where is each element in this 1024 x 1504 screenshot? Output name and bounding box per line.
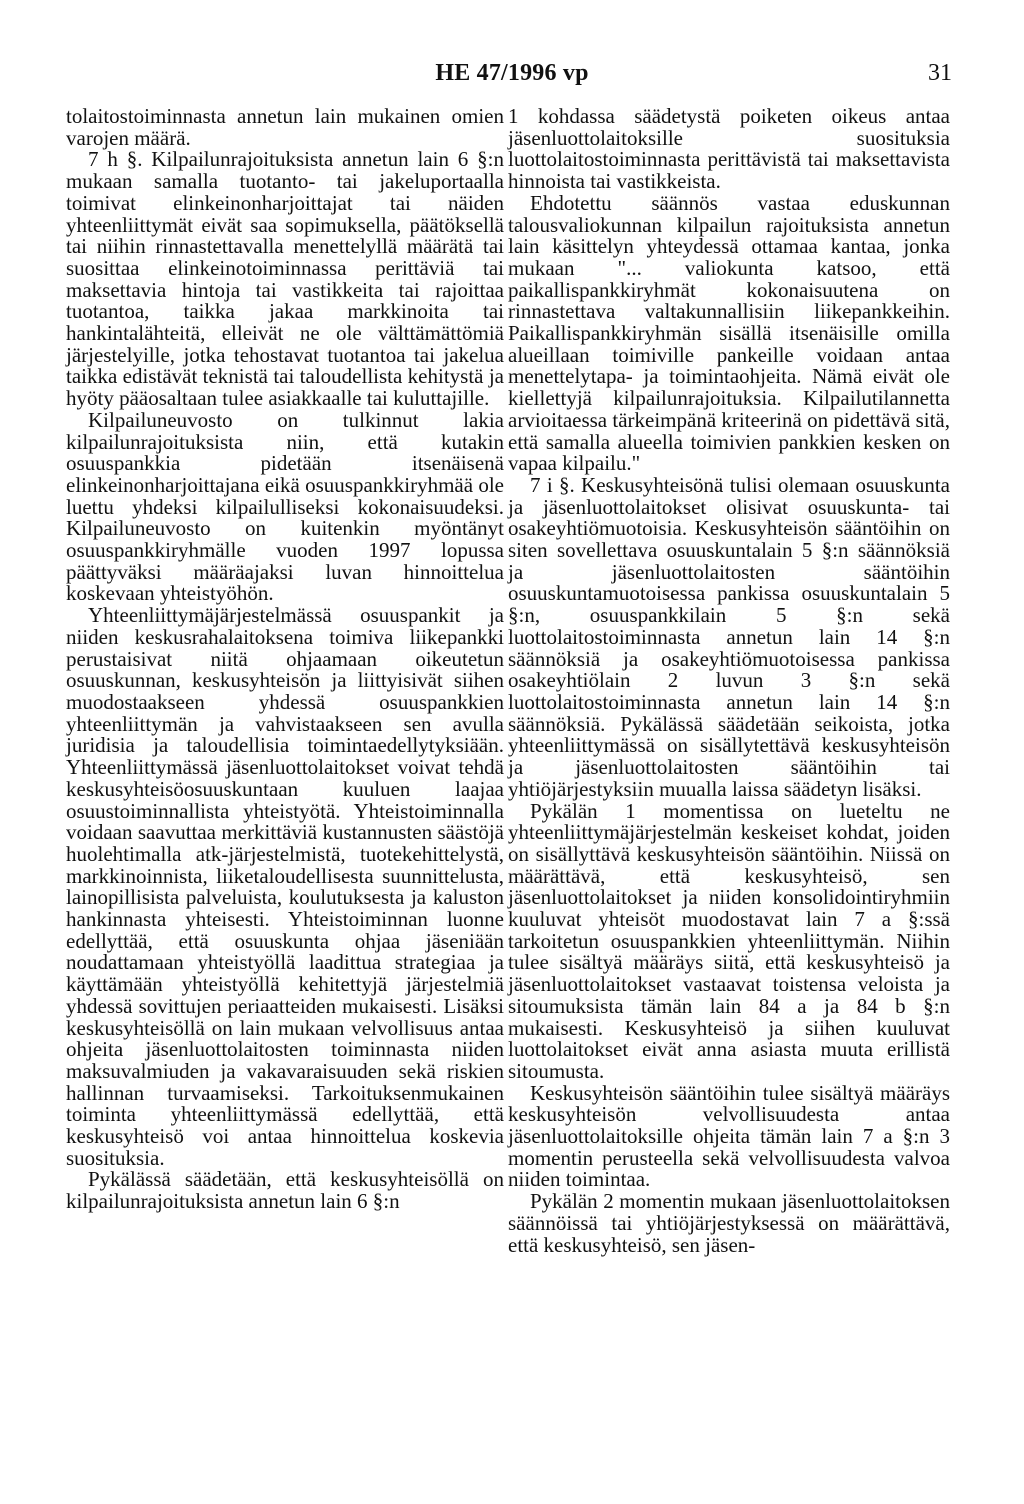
left-column [66, 106, 504, 1213]
left-paragraph-4: Yhteenliittymäjärjestelmässä osuuspankit ja niiden keskusrahalaitoksena toimiva liikepankki perustaisivat niitä ohjaamaan oikeutetun osuuskunnan, keskusyhteisön ja liittyisivät siihen muodostaakseen yhdessä osuuspankkien yhteenliittymän ja vahvistaakseen sen avulla juridisia ja taloudellisia toimintaedellytyksiään. Yhteenliittymässä jäsenluottolaitokset voivat tehdä keskusyhteisöosuuskuntaan kuuluen laajaa osuustoiminnallista yhteistyötä. Yhteistoiminnalla voidaan saavuttaa merkittäviä kustannusten säästöjä huolehtimalla atk-järjestelmistä, tuotekehittelystä, markkinoinnista, liiketaloudellisesta suunnittelusta, lainopillisista palveluista, koulutuksesta ja kaluston hankinnasta yhteisesti. Yhteistoiminnan luonne edellyttää, että osuuskunta ohjaa jäseniään noudattamaan yhteistyöllä laadittua strategiaa ja käyttämään yhteistyöllä kehitettyjä järjestelmiä yhdessä sovittujen periaatteiden mukaisesti. Lisäksi keskusyhteisöllä on lain mukaan velvollisuus antaa ohjeita jäsenluottolaitosten toiminnasta niiden maksuvalmiuden ja vakavaraisuuden sekä riskien hallinnan turvaamiseksi. Tarkoituksenmukainen toiminta yhteenliittymässä edellyttää, että keskusyhteisö voi antaa hinnoittelua koskevia suosituksia. [66, 603, 504, 1170]
left-paragraph-1: tolaitostoiminnasta annetun lain mukainen omien varojen määrä. [66, 104, 504, 150]
running-head: HE 47/1996 vp [435, 60, 589, 86]
page-header [0, 52, 1024, 92]
right-paragraph-3: 7 i §. Keskusyhteisönä tulisi olemaan osuuskunta ja jäsenluottolaitokset olisivat osuuskunta- tai osakeyhtiömuotoisia. Keskusyhteisön sääntöihin on siten sovellettava osuuskuntalain 5 §:n säännöksiä ja jäsenluottolaitosten sääntöihin osuuskuntamuotoisessa pankissa osuuskuntalain 5 §:n, osuuspankkilain 5 §:n sekä luottolaitostoiminnasta annetun lain 14 §:n säännöksiä ja osakeyhtiömuotoisessa pankissa osakeyhtiölain 2 luvun 3 §:n sekä luottolaitostoiminnasta annetun lain 14 §:n säännöksiä. Pykälässä säädetään seikoista, jotka yhteenliittymässä on sisällytettävä keskusyhteisön ja jäsenluottolaitosten sääntöihin tai yhtiöjärjestyksiin muualla laissa säädetyn lisäksi. [508, 472, 950, 801]
right-column [508, 106, 950, 1256]
right-paragraph-5: Keskusyhteisön sääntöihin tulee sisältyä määräys keskusyhteisön velvollisuudesta antaa jäsenluottolaitoksille ohjeita tämän lain 7 a §:n 3 momentin perusteella sekä velvollisuudesta valvoa niiden toimintaa. [508, 1080, 950, 1192]
right-paragraph-1: 1 kohdassa säädetystä poiketen oikeus antaa jäsenluottolaitoksille suosituksia luottolaitostoiminnasta perittävistä tai maksettavista hinnoista tai vastikkeista. [508, 104, 950, 194]
left-paragraph-5: Pykälässä säädetään, että keskusyhteisöllä on kilpailunrajoituksista annetun lain 6 §:n [66, 1167, 504, 1214]
right-paragraph-4: Pykälän 1 momentissa on lueteltu ne yhteenliittymäjärjestelmän keskeiset kohdat, joiden on sisällyttävä keskusyhteisön sääntöihin. Niissä on määrättävä, että keskusyhteisö, sen jäsenluottolaitokset ja niiden konsolidointiryhmiin kuuluvat yhteisöt muodostavat lain 7 a §:ssä tarkoitetun osuuspankkien yhteenliittymän. Niihin tulee sisältyä määräys siitä, että keskusyhteisö ja jäsenluottolaitokset vastaavat toistensa veloista ja sitoumuksista tämän lain 84 a ja 84 b §:n mukaisesti. Keskusyhteisö ja siihen kuuluvat luottolaitokset eivät anna asiasta muuta erillistä sitoumusta. [508, 798, 950, 1083]
page-number: 31 [928, 60, 952, 86]
left-paragraph-2: 7 h §. Kilpailunrajoituksista annetun lain 6 §:n mukaan samalla tuotanto- tai jakeluportaalla toimivat elinkeinonharjoittajat tai näiden yhteenliittymät eivät saa sopimuksella, päätöksellä tai niihin rinnastettavalla menettelyllä määrätä tai suosittaa elinkeinotoiminnassa perittäviä tai maksettavia hintoja tai vastikkeita tai rajoittaa tuotantoa, taikka jakaa markkinoita tai hankintalähteitä, elleivät ne ole välttämättömiä järjestelyille, jotka tehostavat tuotantoa tai jakelua taikka edistävät teknistä tai taloudellista kehitystä ja hyöty pääosaltaan tulee asiakkaalle tai kuluttajille. [66, 147, 504, 411]
left-paragraph-3: Kilpailuneuvosto on tulkinnut lakia kilpailunrajoituksista niin, että kutakin osuuspankkia pidetään itsenäisenä elinkeinonharjoittajana eikä osuuspankkiryhmää ole luettu yhdeksi kilpailulliseksi kokonaisuudeksi. Kilpailuneuvosto on kuitenkin myöntänyt osuuspankkiryhmälle vuoden 1997 lopussa päättyväksi määräajaksi luvan hinnoittelua koskevaan yhteistyöhön. [66, 407, 504, 606]
right-paragraph-2: Ehdotettu säännös vastaa eduskunnan talousvaliokunnan kilpailun rajoituksista annetun lain käsittelyn yhteydessä ottamaa kantaa, jonka mukaan "... valiokunta katsoo, että paikallispankkiryhmät kokonaisuutena on rinnastettava valtakunnallisiin liikepankkeihin. Paikallispankkiryhmän sisällä itsenäisille omilla alueillaan toimiville pankeille voidaan antaa menettelytapa- ja toimintaohjeita. Nämä eivät ole kiellettyjä kilpailunrajoituksia. Kilpailutilannetta arvioitaessa tärkeimpänä kriteerinä on pidettävä sitä, että samalla alueella toimivien pankkien kesken on vapaa kilpailu." [508, 190, 950, 476]
right-paragraph-6: Pykälän 2 momentin mukaan jäsenluottolaitoksen säännöissä tai yhtiöjärjestyksessä on määrättävä, että keskusyhteisö, sen jäsen- [508, 1189, 950, 1257]
